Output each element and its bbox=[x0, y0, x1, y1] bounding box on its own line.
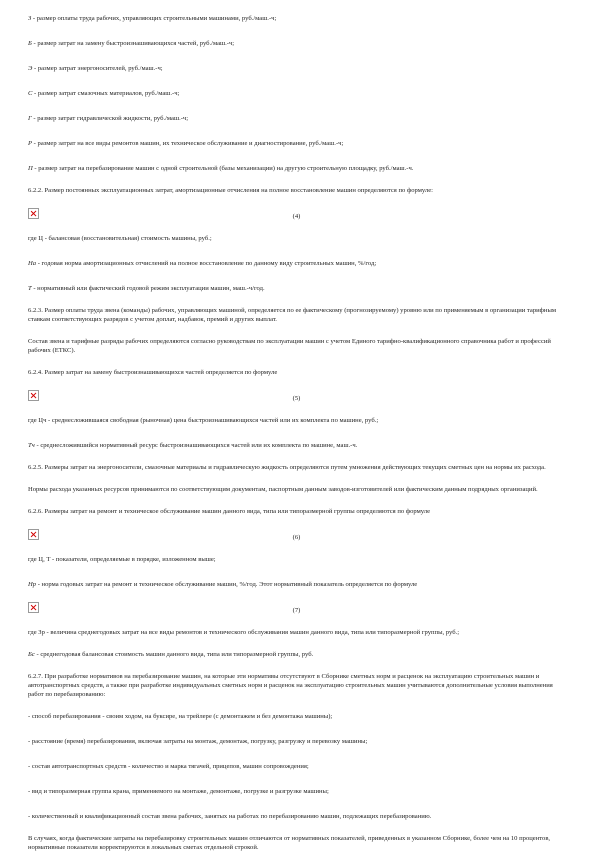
text-paragraph bbox=[28, 834, 565, 852]
paragraph-text: Нормы расхода указанных ресурсов принимаются по соответствующим документам, паспортным данным заводов-изготовителей или фактическим данным подрядных организаций. bbox=[28, 486, 538, 493]
definition-paragraph bbox=[28, 580, 565, 589]
paragraph-text: - размер затрат на перебазирование машин с одной строительной (базы механизации) на другую строительную площадку, руб./маш.-ч. bbox=[32, 165, 414, 172]
paragraph-text: 6.2.3. Размер оплаты труда звена (команды) рабочих, управляющих машиной, определяется по ее фактическому (прогнозируемому) уровню или по применяемым в организации тарифным ставкам соответствующих разрядов с учетом доплат, надбавок, премий и других выплат. bbox=[28, 307, 557, 323]
text-paragraph bbox=[28, 787, 565, 796]
formula bbox=[28, 206, 565, 226]
definition-paragraph bbox=[28, 441, 565, 450]
formula-number: (5) bbox=[292, 395, 301, 402]
definition-paragraph bbox=[28, 650, 565, 659]
paragraph-text: - состав автотранспортных средств - количество и марка тягачей, прицепов, машин сопровождения; bbox=[28, 763, 309, 770]
definition-paragraph bbox=[28, 14, 565, 23]
text-paragraph bbox=[28, 337, 565, 355]
definition-paragraph bbox=[28, 555, 565, 564]
text-paragraph bbox=[28, 672, 565, 699]
paragraph-text: - среднегодовая балансовая стоимость машин данного вида, типа или типоразмерной группы, руб. bbox=[34, 651, 314, 658]
symbol: П bbox=[28, 165, 33, 172]
paragraph-text: - количественный и квалификационный состав звена рабочих, занятых на работах по перебазированию машин, подлежащих перебазированию. bbox=[28, 813, 432, 820]
definition-paragraph bbox=[28, 416, 565, 425]
paragraph-text: где Зр - величина среднегодовых затрат на все виды ремонтов и технического обслуживания машин данного вида, типа или типоразмерной группы, руб.; bbox=[28, 629, 460, 636]
definition-paragraph bbox=[28, 139, 565, 148]
text-paragraph bbox=[28, 628, 565, 637]
paragraph-text: 6.2.4. Размер затрат на замену быстроизнашивающихся частей определяется по формуле bbox=[28, 369, 278, 376]
text-paragraph bbox=[28, 507, 565, 516]
paragraph-text: - размер оплаты труда рабочих, управляющих строительными машинами, руб./маш.-ч; bbox=[31, 15, 277, 22]
text-paragraph bbox=[28, 712, 565, 721]
formula-number: (7) bbox=[292, 607, 301, 614]
formula bbox=[28, 388, 565, 408]
paragraph-text: - норма годовых затрат на ремонт и техническое обслуживание машин, %/год. Этот нормативный показатель определяется по формуле bbox=[36, 581, 418, 588]
symbol: Г bbox=[28, 115, 32, 122]
text-paragraph bbox=[28, 485, 565, 494]
formula bbox=[28, 527, 565, 547]
definition-paragraph bbox=[28, 284, 565, 293]
paragraph-text: - размер затрат смазочных материалов, руб./маш.-ч; bbox=[32, 90, 180, 97]
symbol: На bbox=[28, 260, 37, 267]
definition-paragraph bbox=[28, 39, 565, 48]
definition-paragraph bbox=[28, 64, 565, 73]
symbol: Бс bbox=[28, 651, 35, 658]
text-paragraph bbox=[28, 812, 565, 821]
symbol: Т bbox=[28, 285, 32, 292]
paragraph-text: - расстояние (время) перебазирования, включая затраты на монтаж, демонтаж, погрузку, разгрузку и перевозку машины; bbox=[28, 738, 368, 745]
text-paragraph bbox=[28, 463, 565, 472]
paragraph-text: - размер затрат на замену быстроизнашивающихся частей, руб./маш.-ч; bbox=[31, 40, 235, 47]
paragraph-text: 6.2.7. При разработке нормативов на перебазирование машин, на которые эти нормативы отсутствуют в Сборнике сметных норм и расценок на эксплуатацию строительных машин и автотранспортных средств, а также при разработке индивидуальных сметных норм и расценок на эксплуатацию строительных машин учитываются дополнительные условия выполнения работ по перебазированию: bbox=[28, 673, 553, 698]
paragraph-text: где Ц - балансовая (восстановительная) стоимость машины, руб.; bbox=[28, 235, 212, 242]
symbol: Р bbox=[28, 140, 33, 147]
symbol: Нр bbox=[28, 581, 37, 588]
formula-number: (6) bbox=[292, 534, 301, 541]
paragraph-text: - размер затрат энергоносителей, руб./маш.-ч; bbox=[32, 65, 163, 72]
text-paragraph bbox=[28, 306, 565, 324]
paragraph-text: - нормативный или фактический годовой режим эксплуатации машин, маш.-ч/год. bbox=[31, 285, 265, 292]
text-paragraph bbox=[28, 737, 565, 746]
paragraph-text: - размер затрат гидравлической жидкости, руб./маш.-ч; bbox=[31, 115, 189, 122]
paragraph-text: - размер затрат на все виды ремонтов машин, их техническое обслуживание и диагностирование, руб./маш.-ч; bbox=[32, 140, 344, 147]
paragraph-text: 6.2.6. Размеры затрат на ремонт и техническое обслуживание машин данного вида, типа или типоразмерной группы определяются по формуле bbox=[28, 508, 430, 515]
definition-paragraph bbox=[28, 234, 565, 243]
symbol: З bbox=[28, 15, 32, 22]
paragraph-text: где Ц, Т - показатели, определяемые в порядке, изложенном выше; bbox=[28, 556, 216, 563]
paragraph-text: 6.2.2. Размер постоянных эксплуатационных затрат, амортизационные отчисления на полное восстановление машин определяются по формуле: bbox=[28, 187, 433, 194]
definition-paragraph bbox=[28, 259, 565, 268]
paragraph-text: - вид и типоразмерная группа крана, применяемого на монтаже, демонтаже, погрузке и разгрузке машины; bbox=[28, 788, 329, 795]
symbol: Э bbox=[28, 65, 33, 72]
paragraph-text: где Цч - среднесложившаяся свободная (рыночная) цена быстроизнашивающихся частей или их комплекта по машине, руб.; bbox=[28, 417, 379, 424]
definition-paragraph bbox=[28, 164, 565, 173]
paragraph-text: - среднесложившийся нормативный ресурс быстроизнашивающихся частей или их комплекта по машине, маш.-ч. bbox=[34, 442, 358, 449]
paragraph-text: 6.2.5. Размеры затрат на энергоносители, смазочные материалы и гидравлическую жидкость определяются путем умножения действующих текущих сметных цен на нормы их расхода. bbox=[28, 464, 546, 471]
paragraph-text: - способ перебазирования - своим ходом, на буксире, на трейлере (с демонтажем и без демонтажа машины); bbox=[28, 713, 333, 720]
paragraph-text: - годовая норма амортизационных отчислений на полное восстановление по данному виду строительных машин, %/год; bbox=[36, 260, 377, 267]
formula bbox=[28, 600, 565, 620]
paragraph-text: Состав звена и тарифные разряды рабочих определяются согласно руководствам по эксплуатации машин с учетом Единого тарифно-квалификационного справочника работ и профессий рабочих (ЕТКС). bbox=[28, 338, 551, 354]
definition-paragraph bbox=[28, 89, 565, 98]
text-paragraph bbox=[28, 762, 565, 771]
document-body bbox=[28, 14, 565, 852]
definition-paragraph bbox=[28, 114, 565, 123]
paragraph-text: В случаях, когда фактические затраты на перебазировку строительных машин отличаются от нормативных показателей, приведенных в указанном Сборнике, более чем на 10 процентов, нормативные показатели корректируются в локальных сметах отдельной строкой. bbox=[28, 835, 551, 851]
text-paragraph bbox=[28, 186, 565, 195]
symbol: С bbox=[28, 90, 33, 97]
text-paragraph bbox=[28, 368, 565, 377]
symbol: Б bbox=[28, 40, 32, 47]
formula-number: (4) bbox=[292, 213, 301, 220]
symbol: Тч bbox=[28, 442, 35, 449]
